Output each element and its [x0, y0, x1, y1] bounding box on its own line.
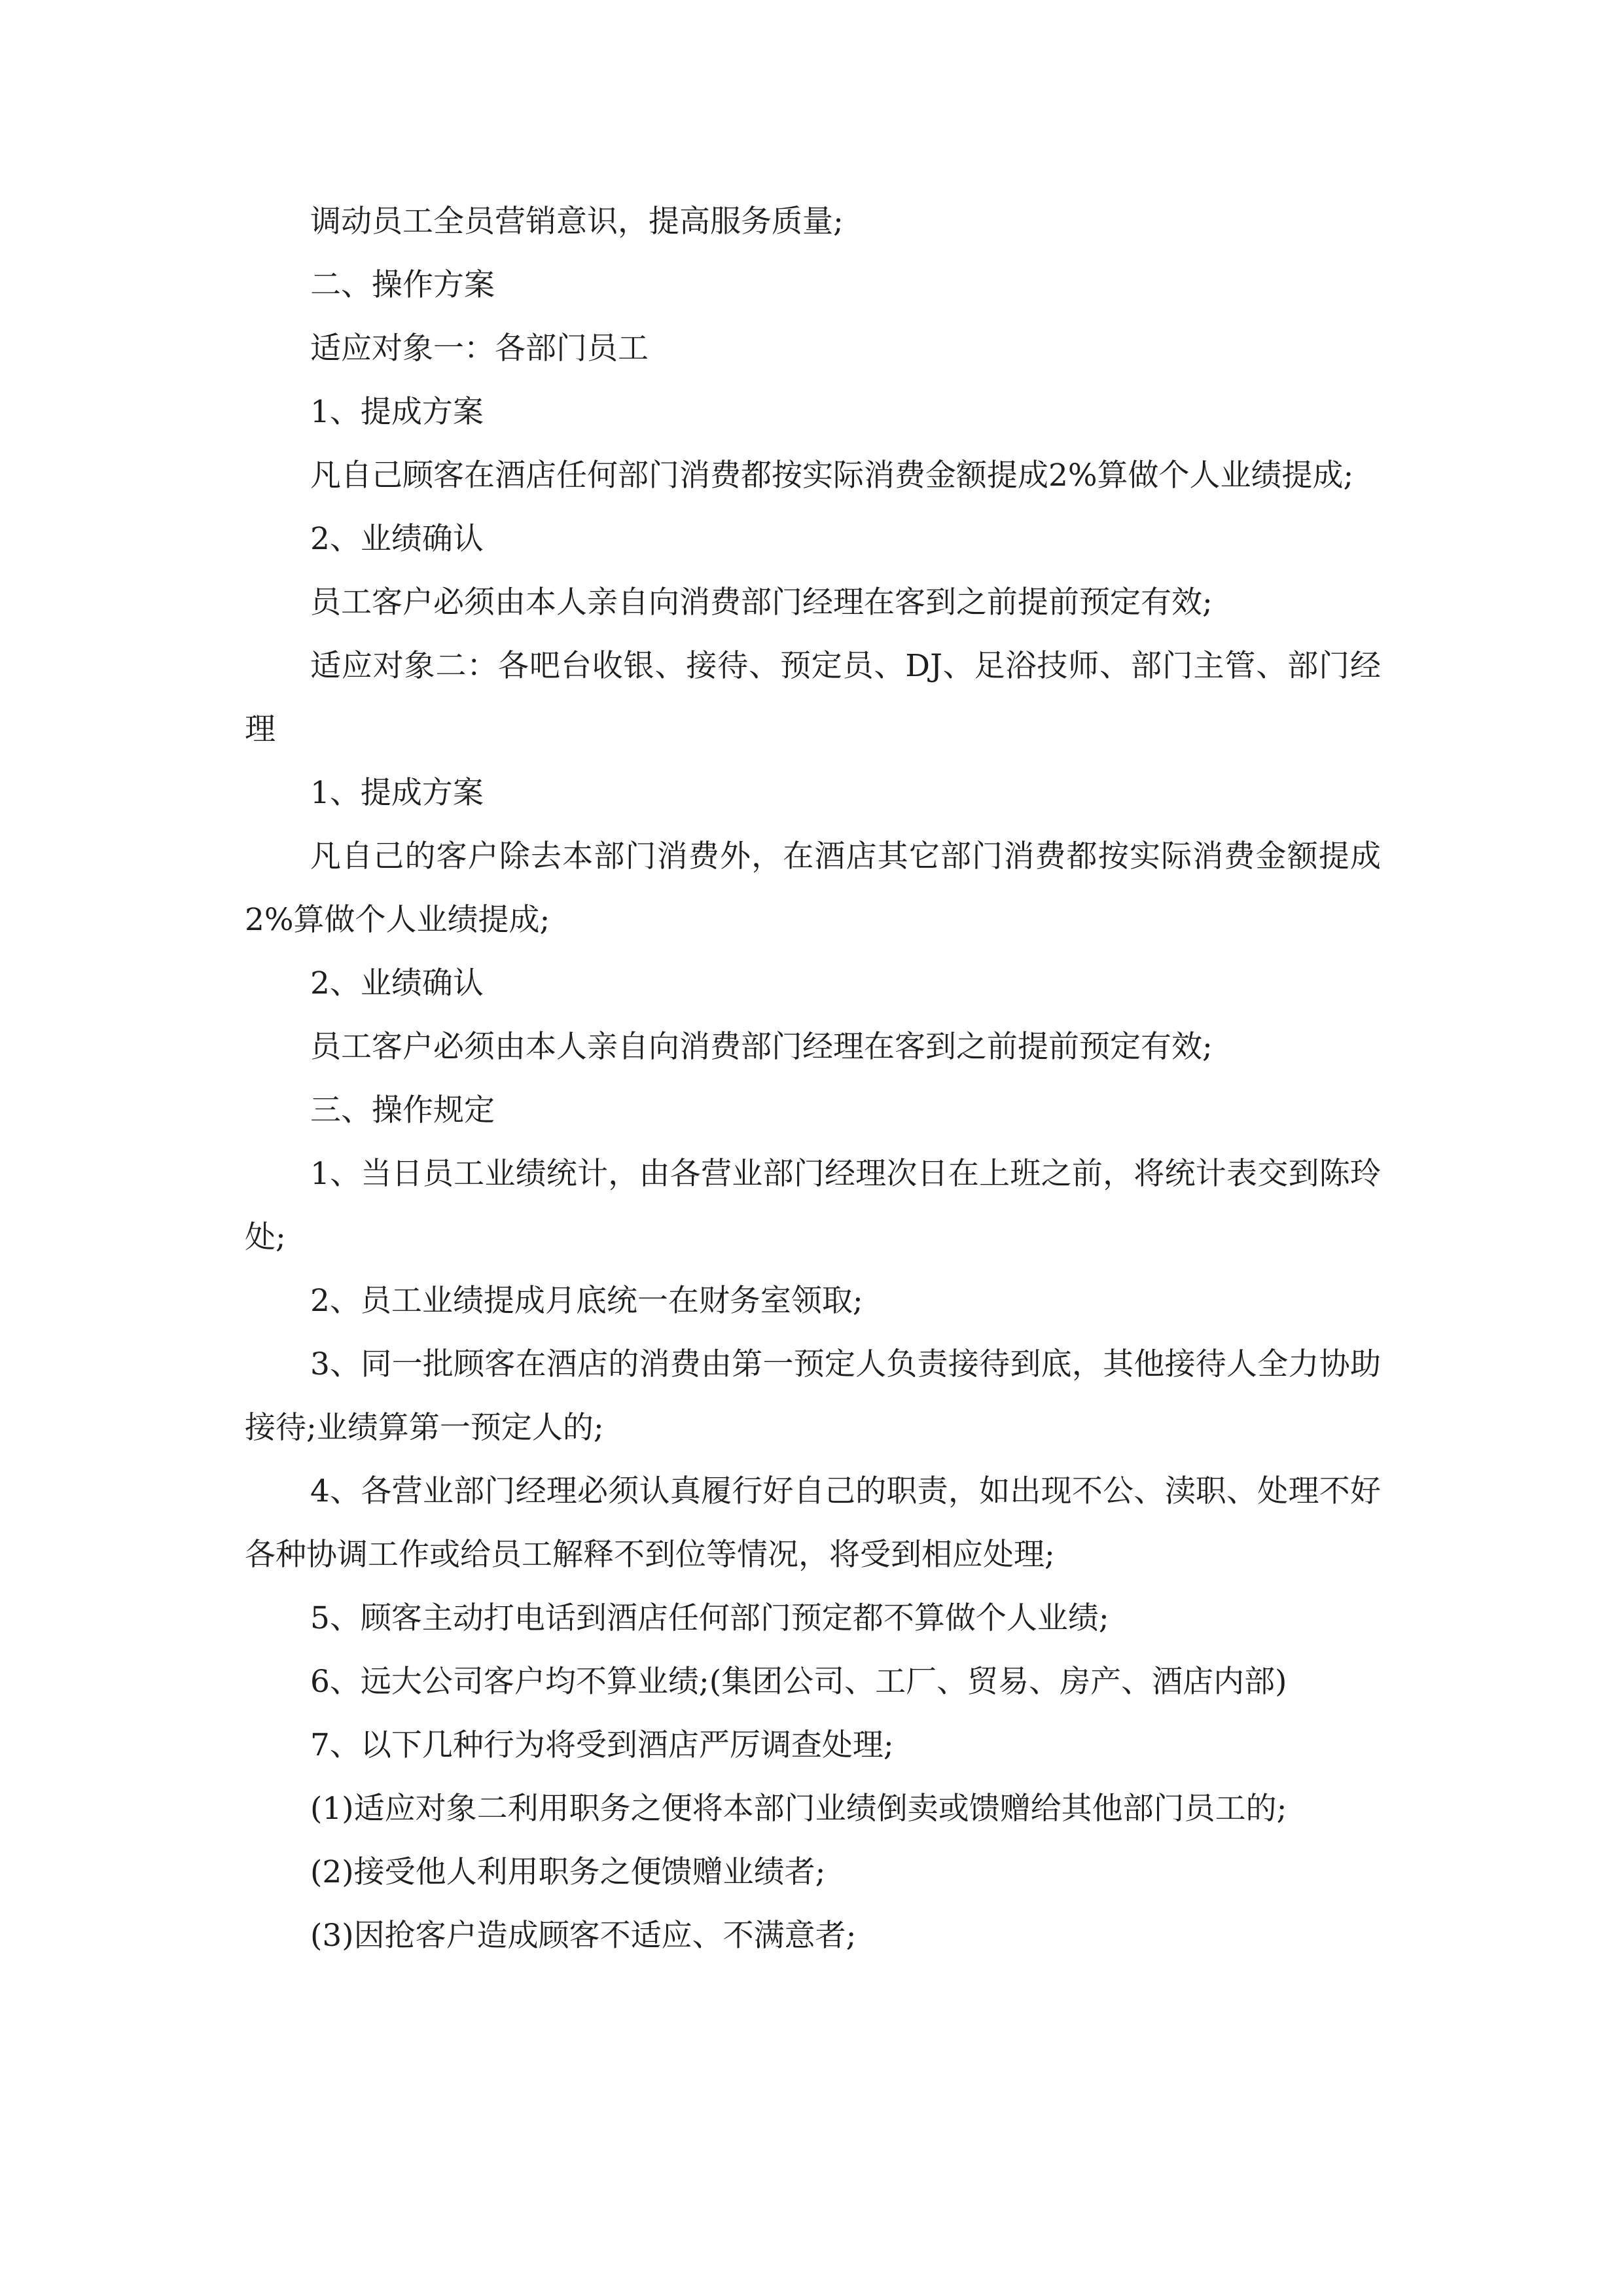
item-heading: 1、提成方案 — [310, 394, 484, 430]
paragraph: 调动员工全员营销意识，提高服务质量; — [310, 204, 844, 240]
list-item: 2、员工业绩提成月底统一在财务室领取; — [310, 1283, 863, 1319]
list-item: 4、各营业部门经理必须认真履行好自己的职责，如出现不公、渎职、处理不好各种协调工作或给员工解释不到位等情况，将受到相应处理; — [245, 1473, 1381, 1573]
list-item: 6、远大公司客户均不算业绩;(集团公司、工厂、贸易、房产、酒店内部) — [310, 1664, 1287, 1700]
item-heading: 1、提成方案 — [310, 775, 484, 811]
paragraph: 凡自己顾客在酒店任何部门消费都按实际消费金额提成2%算做个人业绩提成; — [310, 457, 1354, 493]
section-heading: 二、操作方案 — [310, 267, 495, 303]
paragraph: 员工客户必须由本人亲自向消费部门经理在客到之前提前预定有效; — [310, 584, 1213, 620]
paragraph: 员工客户必须由本人亲自向消费部门经理在客到之前提前预定有效; — [310, 1029, 1213, 1065]
section-heading: 三、操作规定 — [310, 1092, 495, 1128]
item-heading: 2、业绩确认 — [310, 965, 484, 1001]
list-item: 7、以下几种行为将受到酒店严厉调查处理; — [310, 1727, 894, 1763]
sub-list-item: (2)接受他人利用职务之便馈赠业绩者; — [310, 1854, 826, 1890]
list-item: 3、同一批顾客在酒店的消费由第一预定人负责接待到底，其他接待人全力协助接待;业绩算第一预定人的; — [245, 1346, 1381, 1446]
subsection-heading: 适应对象二：各吧台收银、接待、预定员、DJ、足浴技师、部门主管、部门经理 — [245, 648, 1381, 747]
subsection-heading: 适应对象一：各部门员工 — [310, 331, 649, 367]
document-body — [245, 190, 1381, 1967]
sub-list-item: (1)适应对象二利用职务之便将本部门业绩倒卖或馈赠给其他部门员工的; — [310, 1791, 1287, 1827]
paragraph: 凡自己的客户除去本部门消费外，在酒店其它部门消费都按实际消费金额提成2%算做个人业绩提成; — [245, 838, 1381, 938]
sub-list-item: (3)因抢客户造成顾客不适应、不满意者; — [310, 1918, 857, 1954]
list-item: 5、顾客主动打电话到酒店任何部门预定都不算做个人业绩; — [310, 1600, 1109, 1636]
item-heading: 2、业绩确认 — [310, 521, 484, 557]
list-item: 1、当日员工业绩统计，由各营业部门经理次日在上班之前，将统计表交到陈玲处; — [245, 1156, 1381, 1255]
